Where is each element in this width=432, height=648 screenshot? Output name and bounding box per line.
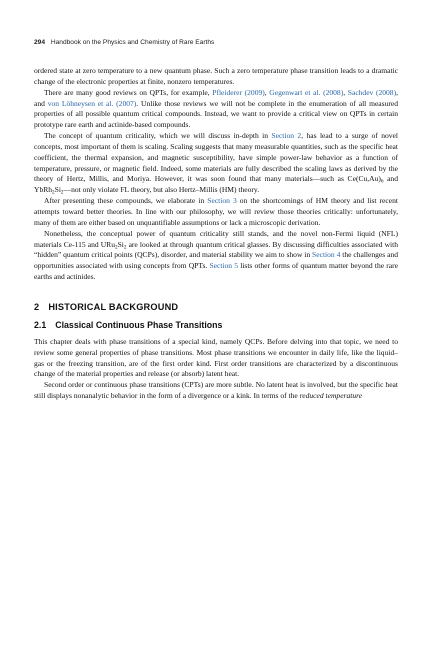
- paragraph-3: [34, 131, 398, 196]
- text-run: and YbRh: [34, 174, 398, 195]
- paragraph-2: [34, 88, 398, 131]
- text-run: Si: [54, 185, 61, 195]
- section-link[interactable]: Section 5: [209, 261, 239, 271]
- section-heading: [34, 302, 398, 312]
- citation-link[interactable]: Gegenwart et al. (2008): [269, 87, 344, 97]
- paragraph-4: [34, 196, 398, 229]
- section-link[interactable]: Section 3: [207, 196, 237, 206]
- text-run: the challenges and opportunities associated with using concepts from QPTs.: [34, 250, 398, 271]
- text-run: . Unlike those reviews we will not be complete in the enumeration of all measured properties of all possible quantum critical compounds. Instead, we want to provide a critical view on QPTs in certain prototype rare earth and actinide-based compounds.: [34, 98, 398, 130]
- running-head: [34, 39, 398, 46]
- section-link[interactable]: Section 4: [312, 250, 341, 260]
- paragraph-7: [34, 380, 398, 402]
- text-run: The concept of quantum criticality, which we will discuss in-depth in: [44, 131, 272, 141]
- text-run: Second order or continuous phase transitions (CPTs) are more subtle. No latent heat is involved, but the specific heat still displays nonanalytic behavior in the form of a divergence or a kink. In terms of the: [34, 380, 398, 401]
- paragraph-1: ordered state at zero temperature to a new quantum phase. Such a zero temperature phase transition leads to a dramatic change of the electronic properties at finite, nonzero temperatures.: [34, 66, 398, 86]
- subsection-number: 2.1: [34, 319, 47, 330]
- section-title: HISTORICAL BACKGROUND: [48, 301, 179, 312]
- subscript: 2: [52, 189, 55, 196]
- text-run: Si: [117, 239, 124, 249]
- text-run: —not only violate FL theory, but also Hertz–Millis (HM) theory.: [63, 185, 260, 195]
- text-run: There are many good reviews on QPTs, for example,: [44, 87, 213, 97]
- text-run: lists other forms of quantum matter beyond the rare earths and actinides.: [34, 261, 398, 282]
- subscript: 2: [60, 189, 64, 196]
- text-run: Nonetheless, the conceptual power of quantum criticality still stands, and the novel non-Fermi liquid (NFL) materials Ce-115 and URu: [34, 228, 398, 249]
- text-run: ,: [343, 87, 348, 97]
- emphasis: reduced temperature: [299, 391, 363, 401]
- section-link[interactable]: Section 2: [271, 131, 302, 141]
- page-number: 294: [34, 39, 46, 46]
- text-run: , and: [34, 87, 398, 108]
- citation-link[interactable]: von Löhneysen et al. (2007): [47, 98, 137, 108]
- text-run: ,: [264, 87, 270, 97]
- paragraph-5: [34, 229, 398, 283]
- citation-link[interactable]: Pfleiderer (2009): [212, 87, 265, 97]
- subscript: 2: [123, 244, 127, 250]
- subsection-heading: [34, 320, 398, 330]
- subscript: 2: [115, 244, 118, 250]
- paragraph-6: This chapter deals with phase transitions of a special kind, namely QCPs. Before delving into that topic, we need to review some general properties of phase transitions. Most phase transitions we encounter in daily life, like the liquid–gas or the freezing transition, are of the first order kind. First order transitions are characterized by a discontinuous change of the material properties and release (or absorb) latent heat.: [34, 336, 398, 379]
- section-number: 2: [34, 301, 40, 312]
- text-run: on the shortcomings of HM theory and list recent attempts toward better theories. In line with our philosophy, we will review those theories critically: unfortunately, many of them are either based on unquantifiable assumptions or lack a microscopic derivation.: [34, 196, 398, 227]
- text-run: are looked at through quantum critical glasses. By discussing difficulties associated with “hidden” quantum critical points (QCPs), disorder, and material stability we aim to show in: [34, 239, 398, 260]
- text-run: , has lead to a surge of novel concepts, most important of them is scaling. Scaling suggests that many measurable quantities, such as the specific heat coefficient, the thermal expansion, and magnetic susceptibility, have simple power-law behavior as a function of temperature, pressure, or magnetic field. Indeed, some materials are fully described the scaling laws as derived by the theory of Hertz, Millis, and Moriya. However, it was soon found that many materials—such as Ce(Cu,Au): [34, 131, 398, 184]
- subsection-title: Classical Continuous Phase Transitions: [55, 319, 223, 330]
- text-run: After presenting these compounds, we elaborate in: [44, 196, 208, 206]
- citation-link[interactable]: Sachdev (2008): [347, 87, 397, 97]
- subscript: 6: [380, 178, 384, 185]
- book-title: Handbook on the Physics and Chemistry of Rare Earths: [50, 39, 215, 46]
- page-body: [34, 66, 398, 402]
